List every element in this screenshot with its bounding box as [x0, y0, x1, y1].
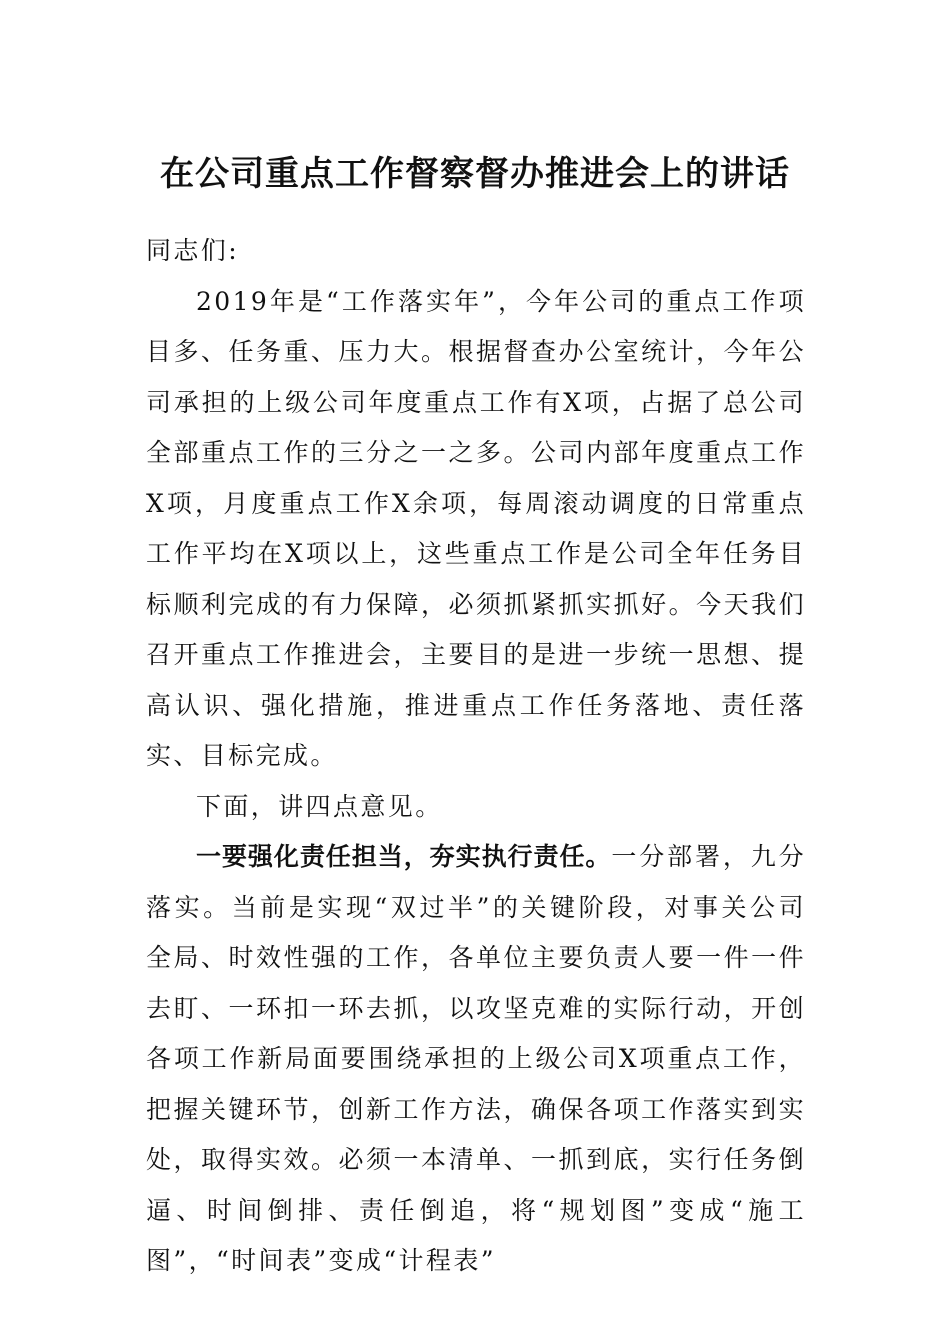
document-body [146, 226, 806, 1287]
paragraph-transition: 下面，讲四点意见。 [196, 791, 443, 821]
section-1-text: 一分部署，九分落实。当前是实现“双过半”的关键阶段，对事关公司全局、时效性强的工作，各单位主要负责人要一件一件去盯、一环扣一环去抓，以攻坚克难的实际行动，开创各项工作新局面要围绕承担的上级公司X项重点工作，把握关键环节，创新工作方法，确保各项工作落实到实处，取得实效。必须一本清单、一抓到底，实行任务倒逼、时间倒排、责任倒追，将“规划图”变成“施工图”，“时间表”变成“计程表” [146, 842, 806, 1275]
paragraph-intro: 2019年是“工作落实年”，今年公司的重点工作项目多、任务重、压力大。根据督查办公室统计，今年公司承担的上级公司年度重点工作有X项，占据了总公司全部重点工作的三分之一之多。公司内部年度重点工作X项，月度重点工作X余项，每周滚动调度的日常重点工作平均在X项以上，这些重点工作是公司全年任务目标顺利完成的有力保障，必须抓紧抓实抓好。今天我们召开重点工作推进会，主要目的是进一步统一思想、提高认识、强化措施，推进重点工作任务落地、责任落实、目标完成。 [146, 286, 806, 770]
section-1-heading: 一要强化责任担当，夯实执行责任。 [196, 842, 612, 871]
paragraph-section-1 [146, 832, 806, 1287]
document-title: 在公司重点工作督察督办推进会上的讲话 [160, 154, 790, 194]
salutation: 同志们: [146, 236, 240, 265]
